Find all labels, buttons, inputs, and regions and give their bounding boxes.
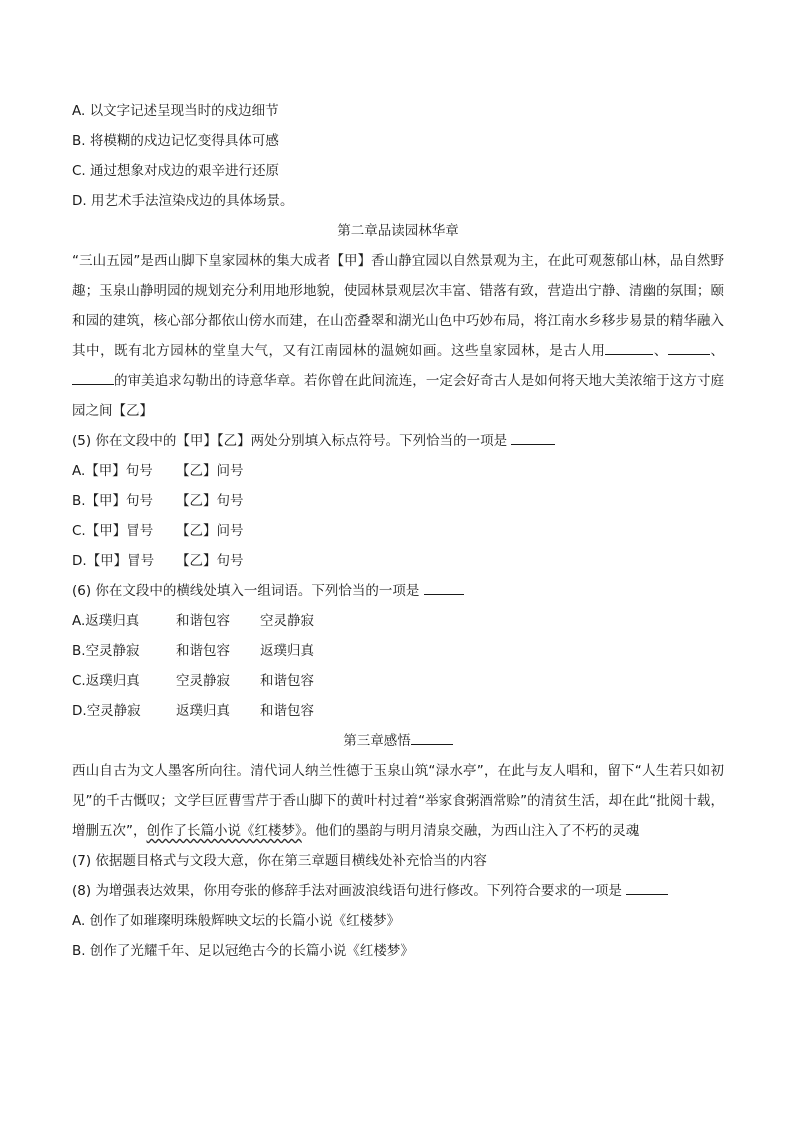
q8-answer-blank[interactable] (626, 880, 668, 895)
q5-option-c-yi: 【乙】问号 (176, 523, 244, 539)
chapter2-paragraph-tail: 的审美追求勾勒出的诗意华章。若你曾在此间流连，一定会好奇古人是如何将天地大美浓缩于这方寸庭园之间【乙】 (72, 373, 724, 419)
q6-option-b-word2: 和谐包容 (176, 643, 230, 659)
q5-option-a-jia: 【甲】句号 (85, 463, 153, 479)
q6-option-a (72, 606, 724, 636)
blank-separator-1: 、 (653, 343, 668, 359)
q5-option-b-jia: 【甲】句号 (85, 493, 154, 509)
q6-option-d-letter: D. (72, 703, 87, 719)
q5-option-c (72, 516, 724, 546)
q5-option-b-letter: B. (72, 493, 86, 509)
q6-option-d (72, 696, 724, 726)
fill-blank-3[interactable] (72, 370, 114, 385)
q4-option-c: C. 通过想象对戍边的艰辛进行还原 (72, 163, 280, 179)
chapter3-title-blank[interactable] (411, 730, 453, 745)
fill-blank-1[interactable] (605, 340, 653, 355)
chapter2-paragraph-head: “三山五园”是西山脚下皇家园林的集大成者【甲】香山静宜园以自然景观为主，在此可观葱郁山林，品自然野趣；玉泉山静明园的规划充分利用地形地貌，使园林景观层次丰富、错落有致，营造出宁静、清幽的氛围；颐和园的建筑，核心部分都依山傍水而建，在山峦叠翠和湖光山色中巧妙布局，将江南水乡移步易景的精华融入其中，既有北方园林的堂皇大气，又有江南园林的温婉如画。这些皇家园林，是古人用 (72, 253, 724, 359)
q5-option-d-jia: 【甲】冒号 (86, 553, 155, 569)
q5-option-b-yi: 【乙】句号 (176, 493, 244, 509)
q6-option-c (72, 666, 724, 696)
q6-option-b-word3: 返璞归真 (260, 643, 314, 659)
chapter3-paragraph-tail: 。他们的墨韵与明月清泉交融，为西山注入了不朽的灵魂 (301, 823, 640, 839)
q4-option-d: D. 用艺术手法渲染戍边的具体场景。 (72, 193, 294, 209)
chapter2-title: 第二章品读园林华章 (337, 223, 459, 239)
q5-option-d-yi: 【乙】句号 (176, 553, 244, 569)
q6-option-b-letter: B. (72, 643, 86, 659)
chapter3-title (72, 726, 724, 756)
wavy-underlined-sentence: 创作了长篇小说《红楼梦》 (146, 823, 302, 839)
q4-option-a: A. 以文字记述呈现当时的戍边细节 (72, 103, 279, 119)
q5-option-a (72, 456, 724, 486)
blank-separator-2: 、 (709, 343, 725, 359)
q6-stem-text: (6) 你在文段中的横线处填入一组词语。下列恰当的一项是 (72, 583, 420, 599)
q6-stem (72, 576, 724, 606)
q6-option-a-word2: 和谐包容 (176, 613, 230, 629)
chapter3-paragraph-head: 西山自古为文人墨客所向往。清代词人纳兰性德于玉泉山筑“渌水亭”，在此与友人唱和，留下“人生若只如初见”的千古慨叹；文学巨匠曹雪芹于香山脚下的黄叶村过着“举家食粥酒常赊”的清贫生活，却在此“批阅十载，增删五次”， (72, 763, 724, 839)
q5-option-c-jia: 【甲】冒号 (85, 523, 154, 539)
q6-option-d-word2: 返璞归真 (176, 703, 230, 719)
q6-option-c-word1: 返璞归真 (85, 673, 140, 689)
q5-option-d (72, 546, 724, 576)
q8-option-b: B. 创作了光耀千年、足以冠绝古今的长篇小说《红楼梦》 (72, 943, 414, 959)
q6-answer-blank[interactable] (424, 580, 464, 595)
q6-option-a-word1: 返璞归真 (85, 613, 140, 629)
q8-stem (72, 876, 724, 906)
q5-stem (72, 426, 724, 456)
q5-stem-text: (5) 你在文段中的【甲】【乙】两处分别填入标点符号。下列恰当的一项是 (72, 433, 508, 449)
q6-option-c-word2: 空灵静寂 (176, 673, 230, 689)
document-page (72, 96, 724, 966)
q5-option-d-letter: D. (72, 553, 87, 569)
q6-option-d-word3: 和谐包容 (260, 703, 314, 719)
fill-blank-2[interactable] (668, 340, 710, 355)
chapter3-title-text: 第三章感悟 (343, 733, 411, 749)
q8-option-a: A. 创作了如璀璨明珠般辉映文坛的长篇小说《红楼梦》 (72, 913, 401, 929)
chapter2-paragraph (72, 246, 724, 426)
q7-stem: (7) 依据题目格式与文段大意，你在第三章题目横线处补充恰当的内容 (72, 853, 487, 869)
q4-option-b: B. 将模糊的戍边记忆变得具体可感 (72, 133, 279, 149)
q5-option-a-yi: 【乙】问号 (176, 463, 244, 479)
q6-option-c-letter: C. (72, 673, 86, 689)
q6-option-b (72, 636, 724, 666)
q5-option-c-letter: C. (72, 523, 86, 539)
chapter3-paragraph (72, 756, 724, 846)
q6-option-a-letter: A. (72, 613, 86, 629)
q6-option-d-word1: 空灵静寂 (86, 703, 141, 719)
q6-option-c-word3: 和谐包容 (260, 673, 314, 689)
q6-option-b-word1: 空灵静寂 (85, 643, 140, 659)
q6-option-a-word3: 空灵静寂 (260, 613, 314, 629)
q5-option-b (72, 486, 724, 516)
q5-option-a-letter: A. (72, 463, 86, 479)
q8-stem-text: (8) 为增强表达效果，你用夸张的修辞手法对画波浪线语句进行修改。下列符合要求的一项是 (72, 883, 622, 899)
q5-answer-blank[interactable] (511, 430, 555, 445)
